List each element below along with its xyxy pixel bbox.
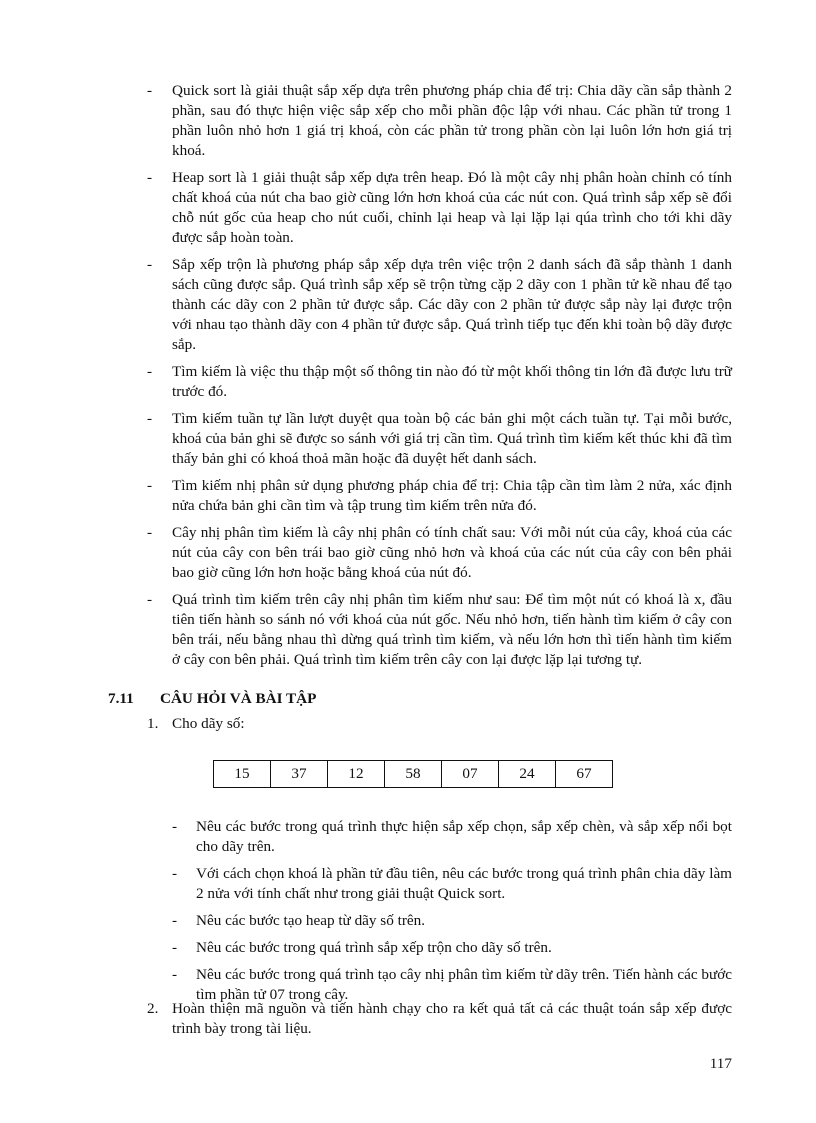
question-2-number: 2. [147, 1000, 159, 1017]
task-text: Với cách chọn khoá là phần tử đầu tiên, nêu các bước trong quá trình phân chia dãy làm 2 nửa với tính chất như trong giải thuật Quick sort. [196, 865, 732, 902]
summary-bullet [147, 409, 732, 469]
task-item [172, 864, 732, 904]
bullet-dash: - [147, 169, 153, 186]
bullet-dash: - [172, 865, 178, 882]
bullet-dash: - [172, 966, 178, 983]
summary-bullet [147, 168, 732, 248]
bullet-text: Sắp xếp trộn là phương pháp sắp xếp dựa trên việc trộn 2 danh sách đã sắp thành 1 danh sách cũng được sắp. Quá trình sắp xếp sẽ trộn từng cặp 2 dãy con 1 phần tử kề nhau để tạo thành các dãy con 2 phần tử được sắp. Các dãy con 2 phần tử được sắp này lại được trộn với nhau tạo thành dãy con 4 phần tử được sắp. Quá trình tiếp tục đến khi toàn bộ dãy được sắp. [172, 256, 732, 353]
section-title: CÂU HỎI VÀ BÀI TẬP [160, 690, 317, 707]
summary-bullet [147, 590, 732, 670]
bullet-dash: - [147, 363, 153, 380]
sequence-cell: 07 [442, 761, 499, 788]
summary-bullet [147, 362, 732, 402]
task-item [172, 817, 732, 857]
question-1-task-list [172, 817, 732, 1012]
bullet-dash: - [147, 477, 153, 494]
bullet-dash: - [147, 524, 153, 541]
bullet-dash: - [172, 939, 178, 956]
question-1 [147, 714, 245, 734]
bullet-dash: - [147, 591, 153, 608]
task-item [172, 938, 732, 958]
sequence-cell: 12 [328, 761, 385, 788]
sequence-cell: 58 [385, 761, 442, 788]
sequence-cell: 67 [556, 761, 613, 788]
bullet-text: Heap sort là 1 giải thuật sắp xếp dựa trên heap. Đó là một cây nhị phân hoàn chỉnh có tính chất khoá của nút cha bao giờ cũng lớn hơn khoá của các nút con. Quá trình sắp xếp sẽ đổi chỗ nút gốc của heap cho nút cuối, chỉnh lại heap và lại lặp lại qúa trình cho tới khi dãy được sắp hoàn toàn. [172, 169, 732, 246]
summary-bullet [147, 476, 732, 516]
summary-bullet [147, 255, 732, 355]
task-text: Nêu các bước trong quá trình thực hiện sắp xếp chọn, sắp xếp chèn, và sắp xếp nổi bọt cho dãy trên. [196, 818, 732, 855]
bullet-text: Tìm kiếm nhị phân sử dụng phương pháp chia để trị: Chia tập cần tìm làm 2 nửa, xác định nửa chứa bản ghi cần tìm và tập trung tìm kiếm trên nửa đó. [172, 477, 732, 514]
bullet-dash: - [147, 256, 153, 273]
task-text: Nêu các bước trong quá trình sắp xếp trộn cho dãy số trên. [196, 939, 552, 956]
number-sequence-table [213, 760, 613, 788]
bullet-text: Quá trình tìm kiếm trên cây nhị phân tìm kiếm như sau: Để tìm một nút có khoá là x, đầu tiên tiến hành so sánh nó với khoá của nút gốc. Nếu nhỏ hơn, tiến hành tìm kiếm ở cây con bên trái, nếu bằng nhau thì dừng quá trình tìm kiếm, và nếu lớn hơn thì tiến hành tìm kiếm ở cây con bên phải. Quá trình tìm kiếm trên cây con lại được lặp lại tương tự. [172, 591, 732, 668]
question-2 [147, 999, 732, 1039]
summary-bullet-list [147, 81, 732, 677]
bullet-text: Tìm kiếm tuần tự lần lượt duyệt qua toàn bộ các bản ghi một cách tuần tự. Tại mỗi bước, khoá của bản ghi sẽ được so sánh với giá trị cần tìm. Quá trình tìm kiếm kết thúc khi đã tìm thấy bản ghi có khoá thoả mãn hoặc đã duyệt hết danh sách. [172, 410, 732, 467]
bullet-dash: - [172, 818, 178, 835]
sequence-cell: 37 [271, 761, 328, 788]
sequence-cell: 15 [214, 761, 271, 788]
summary-bullet [147, 81, 732, 161]
page-number: 117 [709, 1055, 732, 1072]
bullet-text: Quick sort là giải thuật sắp xếp dựa trên phương pháp chia để trị: Chia dãy cần sắp thành 2 phần, sau đó thực hiện việc sắp xếp cho mỗi phần độc lập với nhau. Các phần tử trong 1 phần luôn nhỏ hơn 1 giá trị khoá, còn các phần tử trong phần còn lại luôn lớn hơn giá trị khoá. [172, 82, 732, 159]
bullet-dash: - [147, 82, 153, 99]
summary-bullet [147, 523, 732, 583]
sequence-cell: 24 [499, 761, 556, 788]
question-1-number: 1. [147, 715, 159, 732]
task-item [172, 911, 732, 931]
bullet-dash: - [172, 912, 178, 929]
bullet-text: Tìm kiếm là việc thu thập một số thông tin nào đó từ một khối thông tin lớn đã được lưu trữ trước đó. [172, 363, 732, 400]
question-1-text: Cho dãy số: [172, 715, 245, 732]
bullet-text: Cây nhị phân tìm kiếm là cây nhị phân có tính chất sau: Với mỗi nút của cây, khoá của các nút của cây con bên trái bao giờ cũng nhỏ hơn và khoá của các nút của cây con bên phải bao giờ cũng lớn hơn hoặc bằng khoá của nút đó. [172, 524, 732, 581]
section-number: 7.11 [108, 690, 134, 707]
task-text: Nêu các bước tạo heap từ dãy số trên. [196, 912, 426, 929]
task-text: Nêu các bước trong quá trình tạo cây nhị phân tìm kiếm từ dãy trên. Tiến hành các bước tìm phần tử 07 trong cây. [196, 966, 732, 1003]
section-heading [108, 689, 316, 709]
question-2-text: Hoàn thiện mã nguồn và tiến hành chạy cho ra kết quả tất cả các thuật toán sắp xếp được trình bày trong tài liệu. [172, 1000, 732, 1037]
bullet-dash: - [147, 410, 153, 427]
table-row [214, 761, 613, 788]
